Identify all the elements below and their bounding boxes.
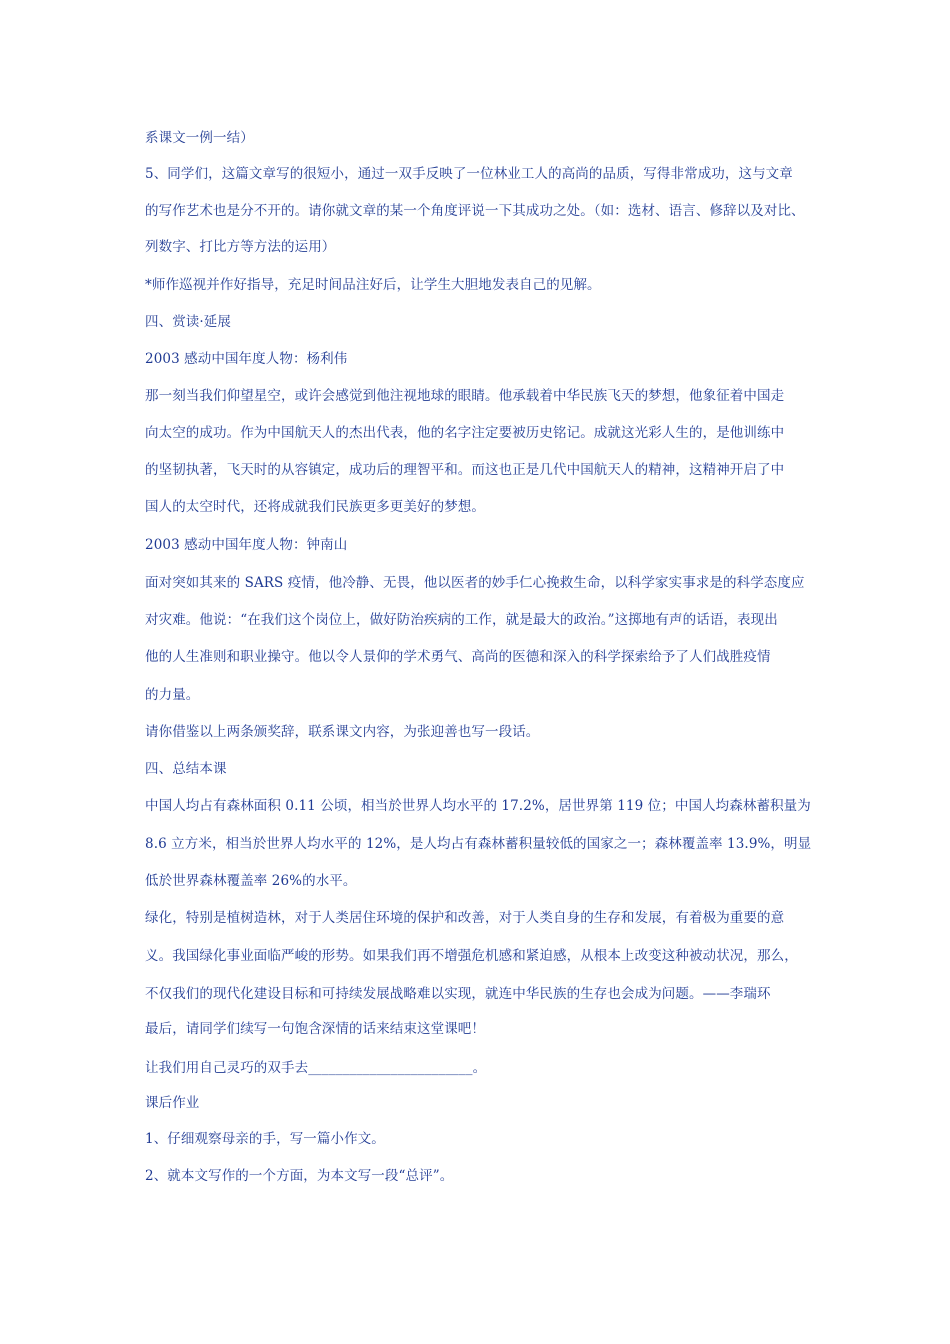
text-line: 1、仔细观察母亲的手，写一篇小作文。 (145, 1131, 385, 1147)
text-line: 最后，请同学们续写一句饱含深情的话来结束这堂课吧！ (145, 1021, 485, 1037)
text-line: 国人的太空时代，还将成就我们民族更多更美好的梦想。 (145, 499, 485, 515)
text-line: 那一刻当我们仰望星空，或许会感觉到他注视地球的眼睛。他承载着中华民族飞天的梦想，他象征着中国走 (145, 388, 785, 404)
text-line: 的力量。 (145, 687, 200, 703)
fill-in-blank-line: 让我们用自己灵巧的双手去________________________。 (145, 1060, 487, 1076)
text-line: 不仅我们的现代化建设目标和可持续发展战略难以实现，就连中华民族的生存也会成为问题。——李瑞环 (145, 986, 771, 1002)
text-line: *师作巡视并作好指导，充足时间品注好后，让学生大胆地发表自己的见解。 (145, 277, 601, 293)
text-line: 低於世界森林覆盖率 26%的水平。 (145, 873, 357, 889)
text-line: 请你借鉴以上两条颁奖辞，联系课文内容，为张迎善也写一段话。 (145, 724, 540, 740)
text-line: 义。我国绿化事业面临严峻的形势。如果我们再不增强危机感和紧迫感，从根本上改变这种被动状况，那么， (145, 948, 798, 964)
text-line: 向太空的成功。作为中国航天人的杰出代表，他的名字注定要被历史铭记。成就这光彩人生的，是他训练中 (145, 425, 785, 441)
text-line: 面对突如其来的 SARS 疫情，他冷静、无畏，他以医者的妙手仁心挽救生命，以科学家实事求是的科学态度应 (145, 575, 805, 591)
text-line: 的写作艺术也是分不开的。请你就文章的某一个角度评说一下其成功之处。（如：选材、语言、修辞以及对比、 (145, 203, 805, 219)
text-line: 2003 感动中国年度人物：钟南山 (145, 537, 348, 553)
text-line: 他的人生准则和职业操守。他以令人景仰的学术勇气、高尚的医德和深入的科学探索给予了人们战胜疫情 (145, 649, 771, 665)
text-line: 系课文一例一结） (145, 130, 254, 146)
text-line: 绿化，特别是植树造林，对于人类居住环境的保护和改善，对于人类自身的生存和发展，有着极为重要的意 (145, 910, 785, 926)
text-line: 的坚韧执著，飞天时的从容镇定，成功后的理智平和。而这也正是几代中国航天人的精神，这精神开启了中 (145, 462, 785, 478)
text-line: 8.6 立方米，相当於世界人均水平的 12%，是人均占有森林蓄积量较低的国家之一；森林覆盖率 13.9%，明显 (145, 836, 812, 852)
text-line: 2003 感动中国年度人物：杨利伟 (145, 351, 348, 367)
text-line: 中国人均占有森林面积 0.11 公顷，相当於世界人均水平的 17.2%，居世界第 119 位；中国人均森林蓄积量为 (145, 798, 811, 814)
section-heading: 四、总结本课 (145, 761, 227, 777)
section-heading: 四、赏读·延展 (145, 314, 231, 330)
text-line: 对灾难。他说：“在我们这个岗位上，做好防治疾病的工作，就是最大的政治。”这掷地有声的话语，表现出 (145, 612, 778, 628)
text-line: 5、同学们，这篇文章写的很短小，通过一双手反映了一位林业工人的高尚的品质，写得非常成功，这与文章 (145, 166, 793, 182)
text-line: 列数字、打比方等方法的运用） (145, 239, 336, 255)
section-heading: 课后作业 (145, 1095, 200, 1111)
text-line: 2、就本文写作的一个方面，为本文写一段“总评”。 (145, 1168, 454, 1184)
